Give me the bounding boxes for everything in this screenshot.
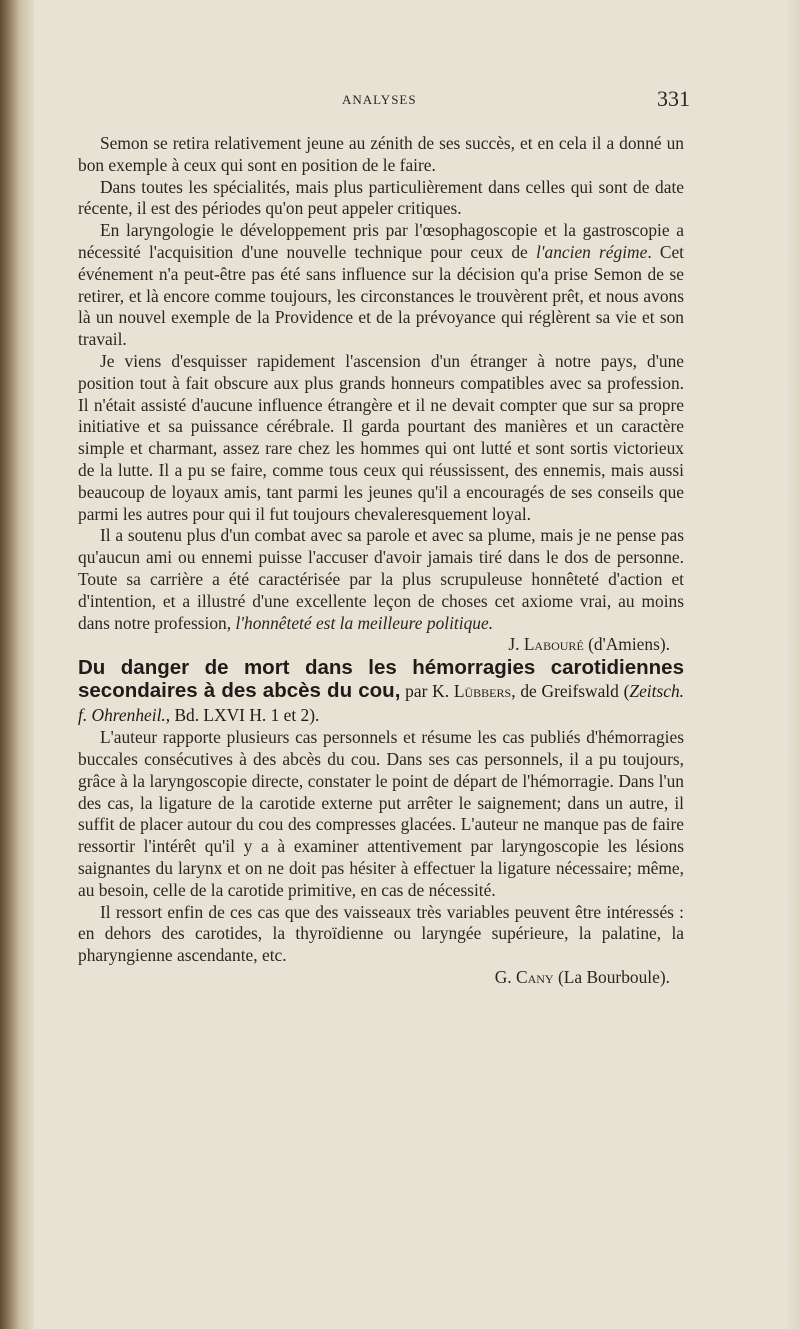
article-author: Lübbers: [453, 681, 512, 702]
paragraph-text: En laryngologie le développement pris par l'œsophagoscopie et la gastroscopie a nécessité l'acquisition d'une nouvelle technique pour ceux de: [78, 220, 684, 262]
paragraph: L'auteur rapporte plusieurs cas personnels et résume les cas publiés d'hémorragies buccales consécutives à des abcès du cou. Dans ses cas personnels, il a pu toujours, grâce à la laryngoscopie directe, constater le point de départ de l'hémorragie. Dans l'un des cas, la ligature de la carotide externe put arrêter le saignement; dans un autre, il suffit de placer autour du cou des compresses glacées. L'auteur ne manque pas de faire ressortir l'intérêt qu'il y a à examiner attentivement par laryngoscopie les lésions saignantes du larynx et on ne doit pas hésiter à effectuer la ligature nécessaire; même, au besoin, celle de la carotide primitive, en cas de nécessité.: [78, 727, 684, 900]
article-by: par K.: [400, 681, 454, 702]
page-binding-shadow: [0, 0, 34, 1329]
signature-initial: G.: [494, 966, 516, 987]
page-number: 331: [657, 86, 690, 111]
paragraph: [78, 525, 684, 634]
paragraph: Semon se retira relativement jeune au zénith de ses succès, et en cela il a donné un bon exemple à ceux qui sont en position de le faire.: [78, 133, 684, 175]
signature-place: (d'Amiens).: [583, 634, 670, 655]
body-text: [78, 133, 684, 989]
article-journal: Zeitsch. f. Ohrenheil.: [78, 681, 684, 726]
signature: [78, 634, 684, 656]
signature-name: Labouré: [523, 634, 584, 655]
article-title: Du danger de mort dans les hémorragies carotidiennes secondaires à des abcès du cou,: [78, 656, 684, 703]
signature: [78, 967, 684, 989]
paragraph: Il ressort enfin de ces cas que des vaisseaux très variables peuvent être intéressés : en dehors des carotides, la thyroïdienne ou laryngée supérieure, la palatine, la pharyngienne ascendante, etc.: [78, 901, 684, 966]
page-header: [78, 88, 690, 118]
paragraph: Dans toutes les spécialités, mais plus particulièrement dans celles qui sont de date récente, il est des périodes qu'on peut appeler critiques.: [78, 176, 684, 219]
signature-place: (La Bourboule).: [553, 966, 670, 987]
paragraph-text: . Cet événement n'a peut-être pas été sans influence sur la décision qu'a prise Semon de se retirer, et là encore comme toujours, les circonstances le trouvèrent prêt, et nous avons là un nouvel exemple de la Providence et de la prévoyance qui réglèrent sa vie et son travail.: [78, 241, 684, 350]
italic-phrase: l'honnêteté est la meilleure politique.: [235, 612, 494, 633]
paragraph-text: Il a soutenu plus d'un combat avec sa parole et avec sa plume, mais je ne pense pas qu'aucun ami ou ennemi puisse l'accuser d'avoir jamais tiré dans le dos de personne. Toute sa carrière a été caractérisée par la plus scrupuleuse honnêteté d'action et d'intention, et a illustré d'une excellente leçon de choses cet axiome vrai, au moins dans notre profession,: [78, 525, 684, 633]
article-place: , de Greifswald (: [511, 681, 630, 702]
page-edge: [786, 0, 800, 1329]
article-reference: , Bd. LXVI H. 1 et 2).: [165, 705, 320, 726]
running-head: ANALYSES: [342, 92, 417, 107]
signature-initial: J.: [508, 634, 524, 655]
paragraph: Je viens d'esquisser rapidement l'ascension d'un étranger à notre pays, d'une position tout à fait obscure aux plus grands honneurs compatibles avec sa profession. Il n'était assisté d'aucune influence étrangère et il ne devait compter que sur sa propre initiative et sa puissance cérébrale. Il garda pourtant des manières et un caractère simple et charmant, assez rare chez les hommes qui ont lutté et sont sortis victorieux de la lutte. Il a pu se faire, comme tous ceux qui réussissent, des ennemis, mais aussi beaucoup de loyaux amis, tant parmi les jeunes qu'il a encouragés de ses conseils que parmi les autres pour qui il fut toujours chevaleresquement loyal.: [78, 350, 684, 524]
signature-name: Cany: [516, 966, 554, 987]
italic-phrase: l'ancien régime: [535, 241, 648, 262]
paragraph: [78, 220, 684, 351]
article-heading: [78, 656, 684, 727]
